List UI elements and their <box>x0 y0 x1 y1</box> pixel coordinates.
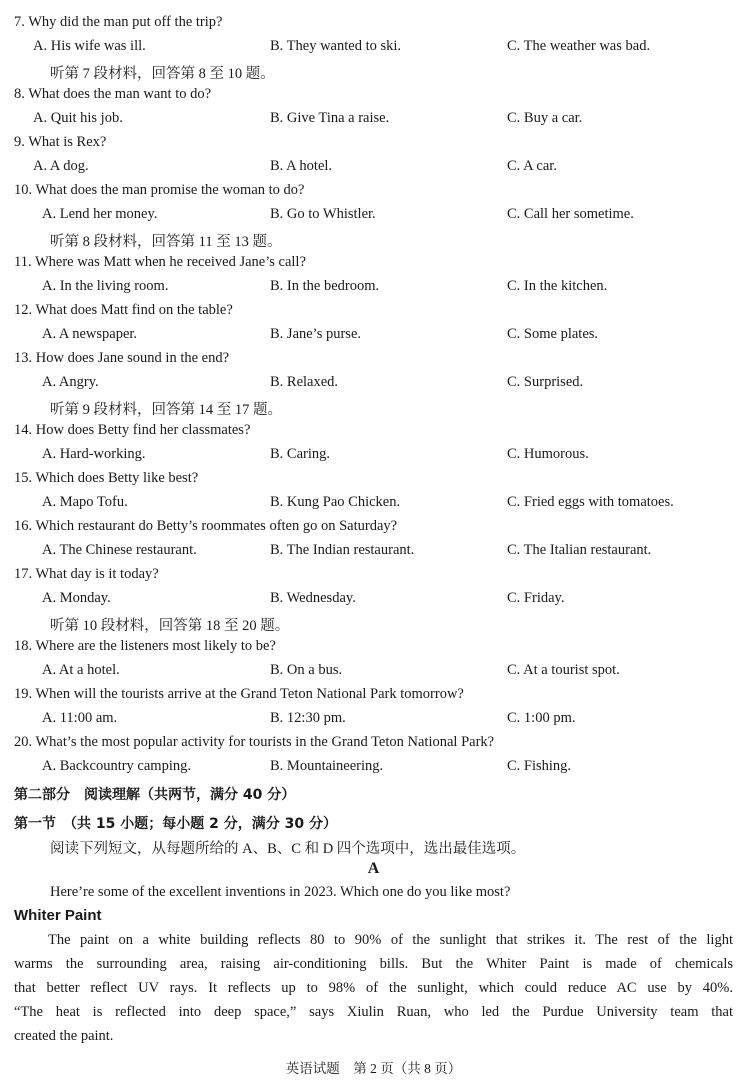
option-b: B. Go to Whistler. <box>270 206 376 222</box>
option-a: A. Monday. <box>42 590 111 606</box>
question-11: 11. Where was Matt when he received Jane’s call? <box>14 254 306 270</box>
question-20: 20. What’s the most popular activity for tourists in the Grand Teton National Park? <box>14 734 495 750</box>
option-b: B. Caring. <box>270 446 331 462</box>
option-b: B. They wanted to ski. <box>270 38 402 54</box>
question-7: 7. Why did the man put off the trip? <box>14 14 223 30</box>
paragraph-line: The paint on a white building reflects 80 to 90% of the sunlight that strikes it. The rest of the light <box>48 932 733 948</box>
options-19 <box>0 710 747 730</box>
passage-subtitle: Whiter Paint <box>14 907 102 924</box>
option-c: C. Surprised. <box>507 374 584 390</box>
question-13: 13. How does Jane sound in the end? <box>14 350 230 366</box>
page-footer: 英语试题 第 2 页（共 8 页） <box>285 1061 462 1076</box>
options-16 <box>0 542 747 562</box>
question-18: 18. Where are the listeners most likely to be? <box>14 638 276 654</box>
question-12: 12. What does Matt find on the table? <box>14 302 233 318</box>
option-c: C. Buy a car. <box>507 110 583 126</box>
paragraph-line: warms the surrounding area, raising air-conditioning bills. But the Whiter Paint is made of chemicals <box>14 956 733 972</box>
options-15 <box>0 494 747 514</box>
reading-direction: 阅读下列短文，从每题所给的 A、B、C 和 D 四个选项中，选出最佳选项。 <box>50 841 526 857</box>
option-b: B. Kung Pao Chicken. <box>270 494 401 510</box>
option-c: C. A car. <box>507 158 557 174</box>
option-c: C. Fishing. <box>507 758 572 774</box>
question-8: 8. What does the man want to do? <box>14 86 212 102</box>
option-c: C. The weather was bad. <box>507 38 651 54</box>
option-a: A. His wife was ill. <box>33 38 146 54</box>
option-b: B. On a bus. <box>270 662 343 678</box>
option-b: B. A hotel. <box>270 158 333 174</box>
option-b: B. The Indian restaurant. <box>270 542 415 558</box>
paragraph-line: “The heat is reflected into deep space,” says Xiulin Ruan, who led the Purdue University team that <box>14 1004 733 1020</box>
option-b: B. Mountaineering. <box>270 758 384 774</box>
part2-heading: 第二部分 阅读理解（共两节，满分 40 分） <box>14 787 296 803</box>
option-c: C. Humorous. <box>507 446 589 462</box>
option-a: A. Mapo Tofu. <box>42 494 128 510</box>
option-c: C. Friday. <box>507 590 565 606</box>
options-20 <box>0 758 747 778</box>
option-a: A. 11:00 am. <box>42 710 118 726</box>
question-10: 10. What does the man promise the woman to do? <box>14 182 305 198</box>
options-13 <box>0 374 747 394</box>
option-b: B. Jane’s purse. <box>270 326 362 342</box>
option-c: C. At a tourist spot. <box>507 662 620 678</box>
instruction-seg9: 听第 9 段材料，回答第 14 至 17 题。 <box>50 402 282 418</box>
instruction-seg8: 听第 8 段材料，回答第 11 至 13 题。 <box>50 234 282 250</box>
option-a: A. Backcountry camping. <box>42 758 191 774</box>
options-9 <box>0 158 747 178</box>
instruction-seg7: 听第 7 段材料，回答第 8 至 10 题。 <box>50 66 275 82</box>
question-17: 17. What day is it today? <box>14 566 159 582</box>
option-a: A. Lend her money. <box>42 206 158 222</box>
question-9: 9. What is Rex? <box>14 134 107 150</box>
options-12 <box>0 326 747 346</box>
option-a: A. Hard-working. <box>42 446 146 462</box>
option-b: B. Relaxed. <box>270 374 339 390</box>
options-17 <box>0 590 747 610</box>
options-11 <box>0 278 747 298</box>
option-c: C. 1:00 pm. <box>507 710 576 726</box>
paragraph-line: that better reflect UV rays. It reflects up to 98% of the sunlight, which could reduce AC use by 40%. <box>14 980 733 996</box>
options-7 <box>0 38 747 58</box>
option-c: C. Call her sometime. <box>507 206 634 222</box>
option-c: C. The Italian restaurant. <box>507 542 652 558</box>
passage-label: A <box>367 860 380 877</box>
passage-intro: Here’re some of the excellent inventions in 2023. Which one do you like most? <box>50 884 511 900</box>
options-14 <box>0 446 747 466</box>
option-a: A. Angry. <box>42 374 99 390</box>
option-c: C. Some plates. <box>507 326 599 342</box>
option-b: B. Give Tina a raise. <box>270 110 390 126</box>
option-a: A. The Chinese restaurant. <box>42 542 197 558</box>
section1-heading <box>14 813 337 833</box>
option-c: C. In the kitchen. <box>507 278 608 294</box>
option-c: C. Fried eggs with tomatoes. <box>507 494 674 510</box>
option-b: B. In the bedroom. <box>270 278 380 294</box>
question-19: 19. When will the tourists arrive at the Grand Teton National Park tomorrow? <box>14 686 464 702</box>
options-8 <box>0 110 747 130</box>
question-16: 16. Which restaurant do Betty’s roommates often go on Saturday? <box>14 518 398 534</box>
instruction-seg10: 听第 10 段材料，回答第 18 至 20 题。 <box>50 618 290 634</box>
option-a: A. Quit his job. <box>33 110 123 126</box>
option-a: A. A newspaper. <box>42 326 138 342</box>
question-15: 15. Which does Betty like best? <box>14 470 199 486</box>
option-b: B. 12:30 pm. <box>270 710 346 726</box>
option-a: A. At a hotel. <box>42 662 120 678</box>
options-10 <box>0 206 747 226</box>
paragraph-line: created the paint. <box>14 1028 114 1044</box>
option-a: A. In the living room. <box>42 278 169 294</box>
question-14: 14. How does Betty find her classmates? <box>14 422 251 438</box>
options-18 <box>0 662 747 682</box>
option-b: B. Wednesday. <box>270 590 356 606</box>
option-a: A. A dog. <box>33 158 89 174</box>
section1-text: 第一节 （共 15 小题；每小题 2 分，满分 30 分） <box>14 816 337 832</box>
